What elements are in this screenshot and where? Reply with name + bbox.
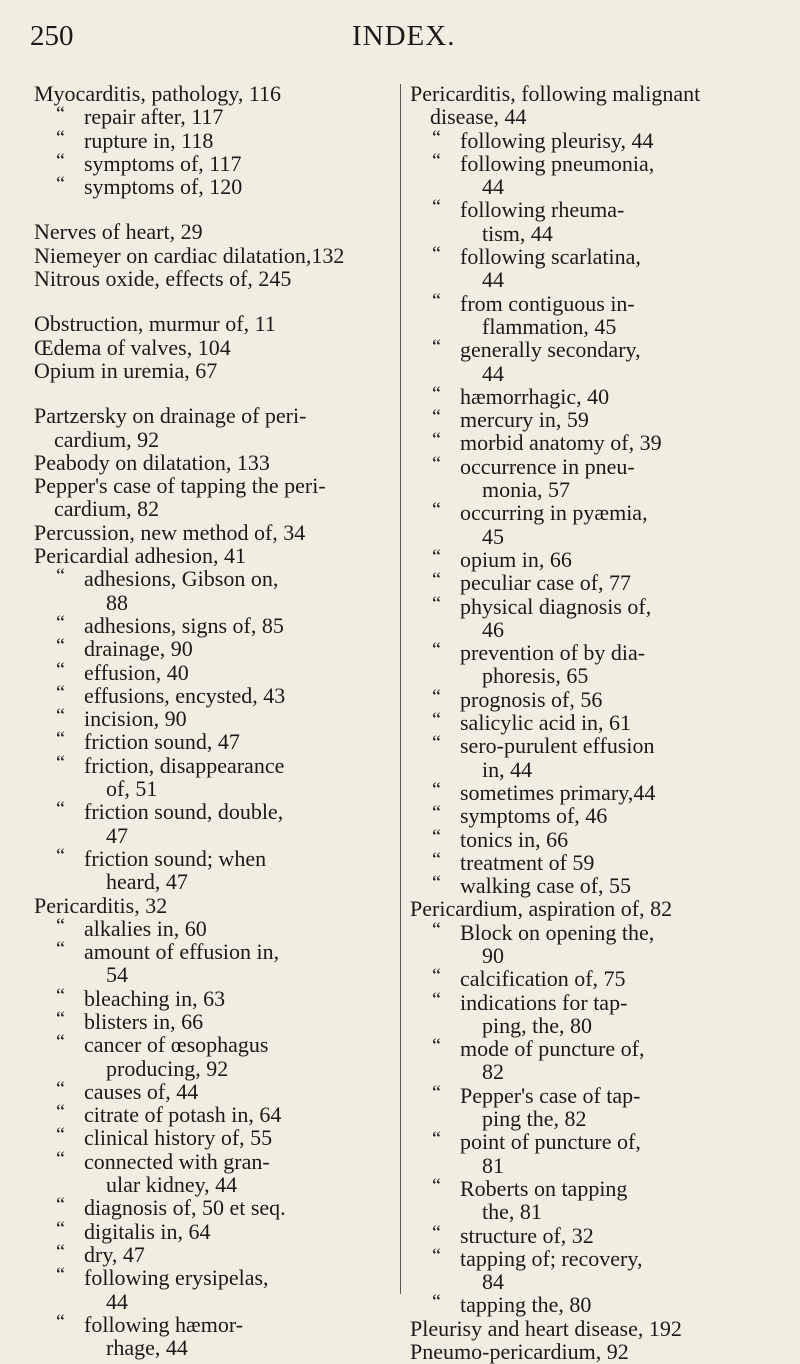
index-entry (410, 1130, 770, 1177)
index-entry-continuation: of, 51 (106, 776, 158, 802)
index-entry-text: Pleurisy and heart disease, 192 (410, 1315, 682, 1341)
index-entry-text: “ generally secondary, (460, 337, 641, 363)
index-entry-text: “ clinical history of, 55 (84, 1125, 273, 1151)
index-entry (34, 1126, 396, 1149)
index-entry (34, 1196, 396, 1219)
index-entry-text: “ symptoms of, 46 (460, 803, 608, 829)
index-entry-text: “ diagnosis of, 50 et seq. (84, 1195, 286, 1221)
index-entry (34, 312, 396, 335)
index-entry-text: “ following pleurisy, 44 (460, 127, 654, 153)
index-entry-text: “ cancer of œsophagus (84, 1032, 269, 1058)
index-entry-text: Pneumo-pericardium, 92 (410, 1339, 629, 1364)
index-entry-continuation: 88 (106, 589, 128, 615)
index-entry-text: “ alkalies in, 60 (84, 915, 207, 941)
index-entry (410, 152, 770, 199)
index-entry (34, 521, 396, 544)
index-entry (410, 804, 770, 827)
index-entry-text: “ repair after, 117 (84, 104, 224, 130)
index-entry (410, 338, 770, 385)
index-entry (34, 152, 396, 175)
index-entry-text: “ friction, disappearance (84, 752, 285, 778)
index-entry-text: “ amount of effusion in, (84, 939, 280, 965)
index-entry-text: Pepper's case of tapping the peri- (34, 473, 326, 499)
index-entry-continuation: 47 (106, 822, 128, 848)
index-entry-text: “ treatment of 59 (460, 849, 595, 875)
index-entry (34, 661, 396, 684)
index-entry (34, 1243, 396, 1266)
index-entry (34, 82, 396, 105)
index-entry-text: “ blisters in, 66 (84, 1008, 204, 1034)
index-entry (410, 688, 770, 711)
index-entry (410, 828, 770, 851)
index-entry (410, 1224, 770, 1247)
index-entry (410, 385, 770, 408)
index-entry (410, 548, 770, 571)
index-entry-text: “ Block on opening the, (460, 919, 655, 945)
index-entry (410, 711, 770, 734)
index-entry-text: “ structure of, 32 (460, 1222, 594, 1248)
index-entry-text: Nerves of heart, 29 (34, 219, 203, 245)
index-entry-continuation: phoresis, 65 (482, 663, 589, 689)
index-entry (34, 1080, 396, 1103)
index-entry (410, 595, 770, 642)
index-entry (410, 1340, 770, 1363)
index-entry-text: Partzersky on drainage of peri- (34, 403, 307, 429)
index-entry-continuation: 82 (482, 1059, 504, 1085)
index-entry-continuation: tism, 44 (482, 220, 553, 246)
index-entry-continuation: ping, the, 80 (482, 1012, 592, 1038)
index-entry-continuation: flammation, 45 (482, 313, 617, 339)
index-entry-text: “ citrate of potash in, 64 (84, 1102, 282, 1128)
index-entry-continuation: 54 (106, 962, 128, 988)
index-entry (34, 336, 396, 359)
index-entry-text: Pericarditis, 32 (34, 892, 168, 918)
index-entry-text: “ prevention of by dia- (460, 640, 646, 666)
index-entry (34, 917, 396, 940)
index-entry (34, 105, 396, 128)
index-entry-continuation: 45 (482, 523, 504, 549)
index-entry-text: “ mode of puncture of, (460, 1036, 645, 1062)
index-entry-text: “ following erysipelas, (84, 1265, 269, 1291)
index-entry-text: “ rupture in, 118 (84, 127, 214, 153)
index-entry-continuation: 44 (482, 360, 504, 386)
index-entry-text: “ effusions, encysted, 43 (84, 682, 286, 708)
index-entry-text: “ bleaching in, 63 (84, 985, 226, 1011)
index-entry (34, 754, 396, 801)
index-entry-text: Pericarditis, following malignant (410, 81, 701, 106)
index-entry-text: “ mercury in, 59 (460, 407, 589, 433)
index-entry-text: “ friction sound; when (84, 845, 267, 871)
index-entry (34, 730, 396, 753)
index-entry-text: “ tapping of; recovery, (460, 1245, 643, 1271)
index-entry-continuation: ping the, 82 (482, 1106, 587, 1132)
index-entry-text: “ calcification of, 75 (460, 966, 626, 992)
index-entry-text: “ following rheuma- (460, 197, 625, 223)
index-entry-text: “ digitalis in, 64 (84, 1218, 211, 1244)
index-entry (410, 455, 770, 502)
index-entry-continuation: heard, 47 (106, 869, 188, 895)
index-entry-text: “ symptoms of, 120 (84, 174, 243, 200)
index-entry-text: “ prognosis of, 56 (460, 686, 603, 712)
index-entry (410, 1247, 770, 1294)
index-entry (34, 451, 396, 474)
index-entry (410, 1084, 770, 1131)
index-entry-text: “ Roberts on tapping (460, 1175, 628, 1201)
index-entry-continuation: 46 (482, 616, 504, 642)
index-entry-text: Nitrous oxide, effects of, 245 (34, 266, 292, 292)
index-entry-continuation: the, 81 (482, 1199, 542, 1225)
index-entry (34, 544, 396, 567)
index-entry (34, 267, 396, 290)
index-entry-text: “ following scarlatina, (460, 244, 641, 270)
index-entry (34, 567, 396, 614)
index-entry-text: “ adhesions, signs of, 85 (84, 612, 284, 638)
index-entry-continuation: cardium, 92 (54, 426, 160, 452)
index-entry-text: “ peculiar case of, 77 (460, 570, 632, 596)
index-entry (34, 614, 396, 637)
index-entry (410, 198, 770, 245)
index-entry (410, 501, 770, 548)
index-entry (410, 292, 770, 339)
index-entry-continuation: producing, 92 (106, 1055, 229, 1081)
index-entry (34, 637, 396, 660)
index-entry-text: “ following hæmor- (84, 1311, 244, 1337)
index-entry-continuation: 90 (482, 942, 504, 968)
index-entry-text: “ point of puncture of, (460, 1129, 641, 1155)
index-entry-text: “ tonics in, 66 (460, 826, 569, 852)
index-entry-text: Myocarditis, pathology, 116 (34, 81, 282, 106)
index-entry-continuation: 44 (482, 267, 504, 293)
index-entry-text: “ Pepper's case of tap- (460, 1082, 641, 1108)
index-entry-continuation: cardium, 82 (54, 496, 160, 522)
index-entry (34, 359, 396, 382)
index-entry-text: “ from contiguous in- (460, 290, 635, 316)
index-entry-continuation: 81 (482, 1152, 504, 1178)
index-entry (410, 1037, 770, 1084)
index-entry (410, 1293, 770, 1316)
index-entry (410, 874, 770, 897)
index-entry-text: Obstruction, murmur of, 11 (34, 311, 276, 337)
index-entry-text: Pericardial adhesion, 41 (34, 543, 246, 569)
index-entry-text: “ sero-purulent effusion (460, 733, 655, 759)
index-entry (410, 921, 770, 968)
index-entry (34, 129, 396, 152)
index-entry (410, 431, 770, 454)
index-entry-text: “ morbid anatomy of, 39 (460, 430, 662, 456)
index-entry-continuation: monia, 57 (482, 477, 570, 503)
index-entry-continuation: rhage, 44 (106, 1335, 188, 1361)
index-entry (34, 1220, 396, 1243)
index-entry-continuation: in, 44 (482, 756, 533, 782)
index-entry (410, 734, 770, 781)
index-entry (410, 1317, 770, 1340)
index-entry-continuation: 44 (482, 174, 504, 200)
index-entry-text: “ following pneumonia, (460, 150, 655, 176)
index-entry (34, 404, 396, 451)
index-entry-text: Pericardium, aspiration of, 82 (410, 896, 673, 922)
index-entry-text: Niemeyer on cardiac dilatation,132 (34, 242, 345, 268)
index-entry-text: “ occurrence in pneu- (460, 453, 635, 479)
index-entry-text: “ effusion, 40 (84, 659, 189, 685)
index-entry-continuation: ular kidney, 44 (106, 1172, 238, 1198)
index-entry (410, 408, 770, 431)
index-entry-continuation: 84 (482, 1269, 504, 1295)
index-entry-text: “ symptoms of, 117 (84, 150, 242, 176)
index-entry-text: “ tapping the, 80 (460, 1292, 592, 1318)
index-entry-text: “ opium in, 66 (460, 546, 572, 572)
index-entry-text: Percussion, new method of, 34 (34, 519, 306, 545)
index-entry (410, 967, 770, 990)
index-entry (410, 1177, 770, 1224)
index-entry (34, 244, 396, 267)
index-entry (34, 1266, 396, 1313)
index-entry (34, 707, 396, 730)
page-title: INDEX. (352, 20, 456, 52)
index-entry-text: “ salicylic acid in, 61 (460, 710, 632, 736)
index-entry-text: “ connected with gran- (84, 1148, 270, 1174)
index-entry-continuation: 44 (106, 1288, 128, 1314)
index-entry (410, 851, 770, 874)
index-entry (410, 781, 770, 804)
index-entry-text: Œdema of valves, 104 (34, 334, 231, 360)
index-entry-text: Peabody on dilatation, 133 (34, 449, 270, 475)
index-column-left (34, 82, 396, 1359)
index-entry-text: “ walking case of, 55 (460, 873, 632, 899)
index-entry (34, 1010, 396, 1033)
index-entry (410, 641, 770, 688)
index-entry-text: “ incision, 90 (84, 706, 187, 732)
index-entry (410, 897, 770, 920)
index-entry (34, 474, 396, 521)
index-entry-text: “ sometimes primary,44 (460, 779, 656, 805)
index-entry (34, 800, 396, 847)
index-entry (34, 847, 396, 894)
index-entry (34, 1103, 396, 1126)
index-entry (34, 684, 396, 707)
index-entry (34, 1033, 396, 1080)
index-entry (34, 987, 396, 1010)
index-entry-text: “ hæmorrhagic, 40 (460, 383, 610, 409)
index-entry (410, 571, 770, 594)
index-entry-text: “ friction sound, double, (84, 799, 284, 825)
index-entry-text: “ indications for tap- (460, 989, 628, 1015)
index-column-right (410, 82, 770, 1363)
index-entry-text: “ physical diagnosis of, (460, 593, 652, 619)
index-entry (410, 129, 770, 152)
index-entry-text: “ friction sound, 47 (84, 729, 240, 755)
index-entry-text: “ dry, 47 (84, 1241, 145, 1267)
index-entry-text: “ occurring in pyæmia, (460, 500, 648, 526)
index-entry-text: “ adhesions, Gibson on, (84, 566, 279, 592)
index-entry (34, 220, 396, 243)
index-entry-text: “ drainage, 90 (84, 636, 193, 662)
index-entry (34, 175, 396, 198)
index-entry (34, 1150, 396, 1197)
index-entry-text: “ causes of, 44 (84, 1078, 199, 1104)
index-entry (410, 82, 770, 129)
index-entry-continuation: disease, 44 (430, 104, 527, 130)
index-entry-text: Opium in uremia, 67 (34, 357, 218, 383)
column-divider (400, 84, 401, 1294)
index-entry (410, 991, 770, 1038)
index-entry (34, 894, 396, 917)
page-number: 250 (30, 20, 74, 52)
index-entry (410, 245, 770, 292)
index-entry (34, 1313, 396, 1360)
index-entry (34, 940, 396, 987)
